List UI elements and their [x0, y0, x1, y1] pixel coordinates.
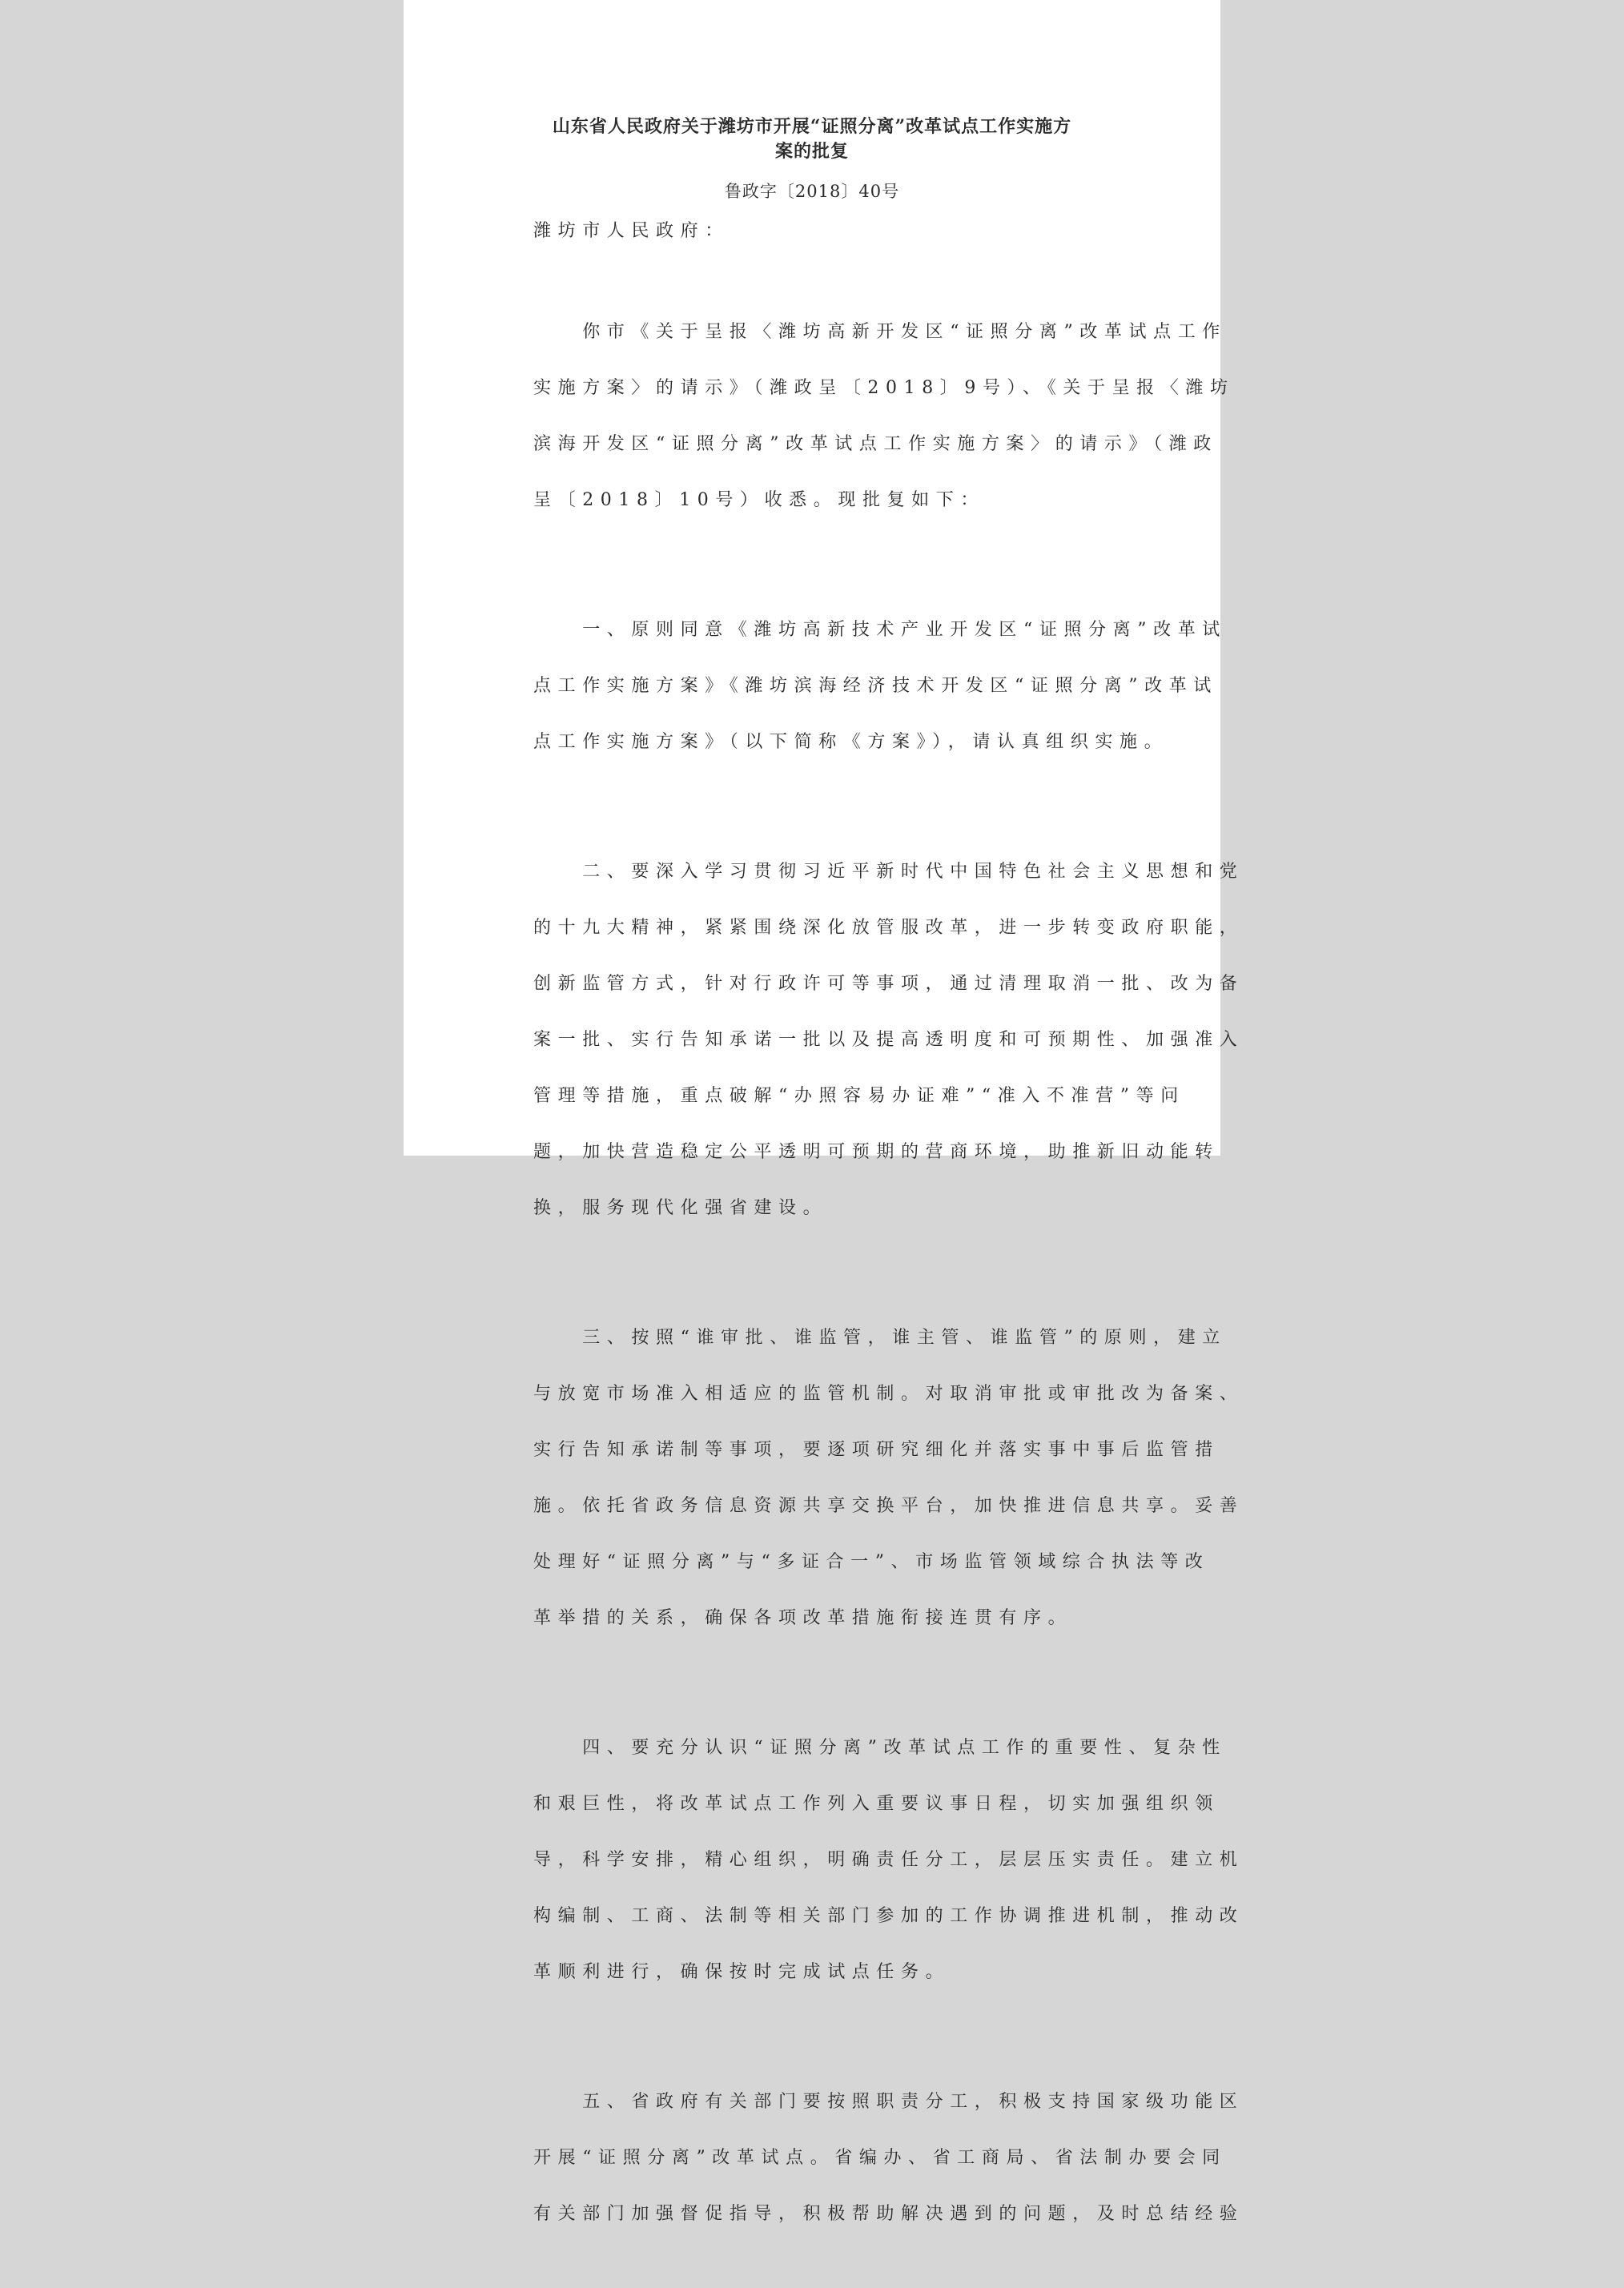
paragraph-5: [533, 1705, 1244, 2016]
paragraph-line: 开展“证照分离”改革试点。省编办、省工商局、省法制办要会同: [533, 2148, 1227, 2168]
paragraph-line: 滨海开发区“证照分离”改革试点工作实施方案〉的请示》（潍政: [533, 434, 1218, 454]
paragraph-line: 施。依托省政务信息资源共享交换平台，加快推进信息共享。妥善: [533, 1496, 1244, 1516]
paragraph-4: [533, 1295, 1244, 1662]
paragraph-line: 革举措的关系，确保各项改革措施衔接连贯有序。: [533, 1608, 1073, 1628]
paragraph-line: 革顺利进行，确保按时完成试点任务。: [533, 1962, 951, 1982]
paragraph-line: 呈〔2018〕10号）收悉。现批复如下：: [533, 490, 985, 510]
paragraph-line: 二、要深入学习贯彻习近平新时代中国特色社会主义思想和党: [533, 862, 1244, 882]
paragraph-2: [533, 587, 1227, 786]
paragraph-line: 换，服务现代化强省建设。: [533, 1198, 828, 1218]
addressee: 潍坊市人民政府：: [533, 221, 730, 241]
paragraph-1: [533, 289, 1235, 544]
paragraph-line: 创新监管方式，针对行政许可等事项，通过清理取消一批、改为备: [533, 974, 1244, 994]
paragraph-line: 点工作实施方案》（以下简称《方案》），请认真组织实施。: [533, 732, 1169, 752]
paragraph-line: 的十九大精神，紧紧围绕深化放管服改革，进一步转变政府职能，: [533, 918, 1244, 938]
paragraph-line: 一、原则同意《潍坊高新技术产业开发区“证照分离”改革试: [533, 620, 1227, 640]
document-page: [404, 0, 1244, 2224]
paragraph-3: [533, 829, 1244, 1252]
paragraph-line: 和艰巨性，将改革试点工作列入重要议事日程，切实加强组织领: [533, 1794, 1220, 1814]
paragraph-line: 实施方案〉的请示》（潍政呈〔2018〕9号）、《关于呈报〈潍坊: [533, 378, 1235, 398]
paragraph-line: 四、要充分认识“证照分离”改革试点工作的重要性、复杂性: [533, 1738, 1227, 1758]
paragraph-line: 与放宽市场准入相适应的监管机制。对取消审批或审批改为备案、: [533, 1384, 1244, 1404]
paragraph-line: 你市《关于呈报〈潍坊高新开发区“证照分离”改革试点工作: [533, 322, 1227, 342]
document-title-line-2: 案的批复: [774, 141, 849, 162]
paragraph-line: 案一批、实行告知承诺一批以及提高透明度和可预期性、加强准入: [533, 1030, 1244, 1050]
paragraph-line: 实行告知承诺制等事项，要逐项研究细化并落实事中事后监管措: [533, 1440, 1220, 1460]
document-number: 鲁政字〔2018〕40号: [724, 182, 900, 201]
paragraph-line: 构编制、工商、法制等相关部门参加的工作协调推进机制，推动改: [533, 1906, 1244, 1926]
paragraph-6: [533, 2059, 1244, 2258]
paragraph-line: 题，加快营造稳定公平透明可预期的营商环境，助推新旧动能转: [533, 1142, 1220, 1162]
document-body: [533, 259, 1244, 2288]
document-title-line-1: 山东省人民政府关于潍坊市开展“证照分离”改革试点工作实施方: [552, 116, 1072, 137]
paragraph-line: 有关部门加强督促指导，积极帮助解决遇到的问题，及时总结经验: [533, 2204, 1244, 2224]
paragraph-line: 管理等措施，重点破解“办照容易办证难”“准入不准营”等问: [533, 1086, 1185, 1106]
paragraph-line: 三、按照“谁审批、谁监管，谁主管、谁监管”的原则，建立: [533, 1328, 1227, 1348]
paragraph-line: 点工作实施方案》《潍坊滨海经济技术开发区“证照分离”改革试: [533, 676, 1218, 696]
paragraph-line: 导，科学安排，精心组织，明确责任分工，层层压实责任。建立机: [533, 1850, 1244, 1870]
paragraph-line: 五、省政府有关部门要按照职责分工，积极支持国家级功能区: [533, 2092, 1244, 2112]
paragraph-line: 处理好“证照分离”与“多证合一”、市场监管领域综合执法等改: [533, 1552, 1210, 1572]
